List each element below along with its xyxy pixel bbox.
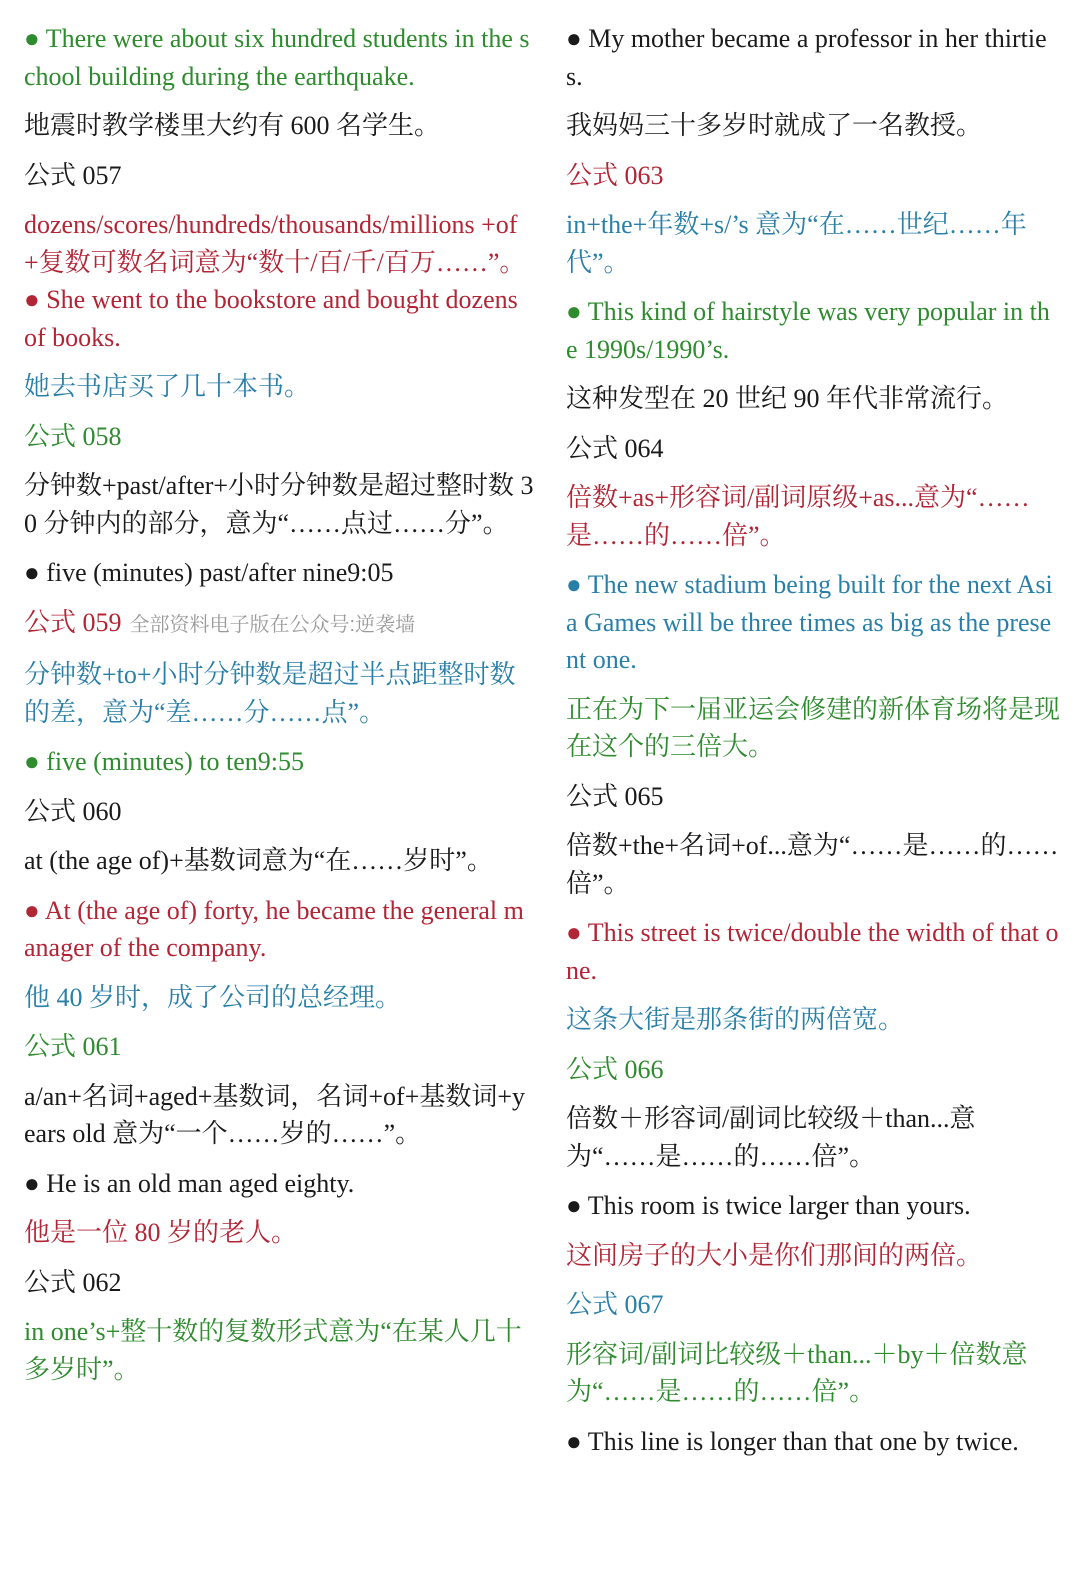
translation: 我妈妈三十多岁时就成了一名教授。: [566, 111, 983, 140]
translation: 这条大街是那条街的两倍宽。: [566, 1005, 905, 1034]
formula-rule-059: 分钟数+to+小时分钟数是超过半点距整时数的差，意为“差……分……点”。: [24, 660, 516, 727]
formula-heading-062: 公式 062: [24, 1267, 122, 1297]
translation: 她去书店买了几十本书。: [24, 372, 311, 401]
formula-rule-text: dozens/scores/hundreds/thousands/millions +of +复数可数名词意为“数十/百/千/百万……”。: [24, 210, 526, 277]
translation: 正在为下一届亚运会修建的新体育场将是现在这个的三倍大。: [566, 694, 1061, 761]
formula-heading-057: 公式 057: [24, 160, 122, 190]
example-sentence: ● There were about six hundred students in the school building during the earthquake.: [24, 24, 530, 91]
example-sentence: ● She went to the bookstore and bought dozens of books.: [24, 285, 518, 352]
translation: 这种发型在 20 世纪 90 年代非常流行。: [566, 384, 1009, 413]
example-sentence: ● This kind of hairstyle was very popular in the 1990s/1990’s.: [566, 297, 1050, 364]
formula-rule-066: 倍数＋形容词/副词比较级＋than...意为“……是……的……倍”。: [566, 1104, 976, 1171]
example-sentence: ● This room is twice larger than yours.: [566, 1191, 971, 1220]
right-column: [566, 20, 1060, 1472]
example-sentence: ● My mother became a professor in her thirties.: [566, 24, 1047, 91]
formula-heading-058: 公式 058: [24, 421, 122, 451]
left-column: [24, 20, 534, 1400]
formula-heading-067: 公式 067: [566, 1290, 664, 1319]
example-sentence: ● He is an old man aged eighty.: [24, 1168, 355, 1198]
formula-rule-067: 形容词/副词比较级＋than...＋by＋倍数意为“……是……的……倍”。: [566, 1339, 1028, 1406]
translation: 地震时教学楼里大约有 600 名学生。: [24, 111, 441, 140]
formula-rule-060: at (the age of)+基数词意为“在……岁时”。: [24, 846, 493, 875]
formula-heading-063: 公式 063: [566, 160, 664, 190]
example-sentence: ● The new stadium being built for the next Asia Games will be three times as big as the present one.: [566, 570, 1053, 674]
formula-heading-text: 公式 059: [24, 607, 122, 637]
formula-rule-061: a/an+名词+aged+基数词，名词+of+基数词+years old 意为“一个……岁的……”。: [24, 1081, 526, 1148]
watermark-text: 全部资料电子版在公众号:逆袭墙: [129, 613, 416, 636]
translation: 他 40 岁时，成了公司的总经理。: [24, 982, 402, 1012]
formula-heading-066: 公式 066: [566, 1054, 664, 1084]
formula-heading-064: 公式 064: [566, 433, 664, 463]
formula-rule-062: in one’s+整十数的复数形式意为“在某人几十多岁时”。: [24, 1317, 522, 1384]
example-sentence: ● five (minutes) to ten9:55: [24, 747, 304, 776]
formula-heading-060: 公式 060: [24, 796, 122, 826]
example-sentence: ● This street is twice/double the width of that one.: [566, 918, 1059, 985]
formula-rule-063: in+the+年数+s/’s 意为“在……世纪……年代”。: [566, 210, 1027, 277]
formula-heading-065: 公式 065: [566, 781, 664, 811]
example-sentence: ● At (the age of) forty, he became the general manager of the company.: [24, 895, 524, 962]
formula-rule-057: [24, 206, 534, 356]
translation: 这间房子的大小是你们那间的两倍。: [566, 1240, 983, 1270]
formula-heading-059: [24, 604, 534, 645]
example-sentence: ● This line is longer than that one by twice.: [566, 1426, 1019, 1456]
example-sentence: ● five (minutes) past/after nine9:05: [24, 558, 394, 587]
formula-heading-061: 公式 061: [24, 1032, 122, 1061]
formula-rule-064: 倍数+as+形容词/副词原级+as...意为“……是……的……倍”。: [566, 483, 1030, 550]
translation: 他是一位 80 岁的老人。: [24, 1218, 298, 1247]
formula-rule-065: 倍数+the+名词+of...意为“……是……的……倍”。: [566, 831, 1059, 898]
formula-rule-058: 分钟数+past/after+小时分钟数是超过整时数 30 分钟内的部分，意为“……点过……分”。: [24, 471, 534, 538]
